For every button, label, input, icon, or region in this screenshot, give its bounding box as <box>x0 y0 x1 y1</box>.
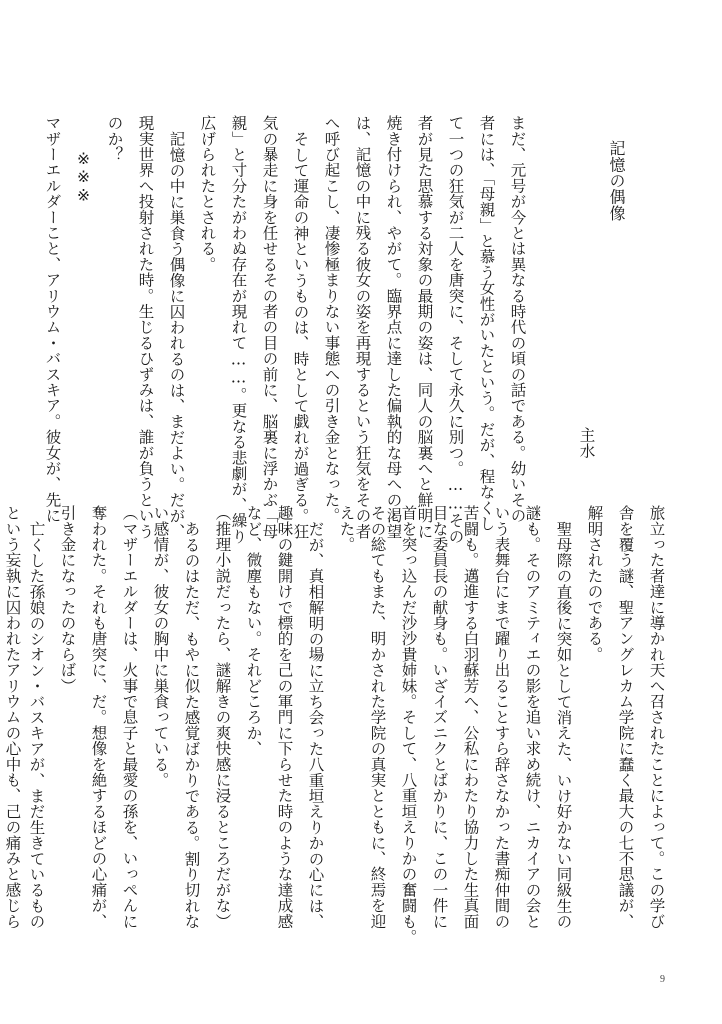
text-line: その総てもまた、明かされた学院の真実とともに、終焉を迎 <box>368 505 387 929</box>
text-line: 者には、「母親」と慕う女性がいたという。だが、程なくし <box>477 115 496 532</box>
author-name: 主水 <box>577 427 596 459</box>
text-line: い感情が、彼女の胸中に巣食っている。 <box>151 505 170 788</box>
text-line: あるのはただ、もやに似た感覚ばかりである。割り切れな <box>182 521 201 930</box>
text-line: 気の暴走に身を任せるその者の目の前に、脳裏に浮かぶ「母 <box>260 115 279 539</box>
text-line: マザーエルダーこと、アリウム・バスキア。彼女が、先に <box>43 115 62 524</box>
text-line: という妄執に囚われたアリウムの心中も、己の痛みと感じら <box>3 505 22 929</box>
text-line: 引き金になったのならば） <box>58 505 77 694</box>
text-line: そして運命の神というものは、時として戯れが過ぎる。狂 <box>291 131 310 540</box>
text-line: 首を突っ込んだ沙沙貴姉妹。そして、八重垣えりかの奮闘も。 <box>399 505 418 945</box>
text-line: 者が見た思慕する対象の最期の姿は、同人の脳裏へと鮮明に <box>415 115 434 539</box>
text-line: 広げられたとされる。 <box>198 115 217 272</box>
text-line: 目な委員長の献身も。いざイズニクとばかりに、この一件に <box>430 505 449 929</box>
text-line: て一つの狂気が二人を唐突に、そして永久に別つ。……その <box>446 115 465 544</box>
text-line: 亡くした孫娘のシオン・バスキアが、まだ生きているもの <box>27 521 46 930</box>
text-line: 聖母際の直後に突如として消えた、いけ好かない同級生の <box>554 521 573 930</box>
text-line: へ呼び起こし、凄惨極まりない事態への引き金となった。 <box>322 115 341 524</box>
text-line: えた。 <box>337 505 356 553</box>
text-line: 焼き付けられ、やがて。臨界点に達した偏執的な母への渇望 <box>384 115 403 539</box>
text-line: いう表舞台にまで躍り出ることすら辞さなかった書痴仲間の <box>492 505 511 929</box>
page-number: 9 <box>660 974 665 985</box>
text-line: など、微塵もない。それどころか、 <box>244 505 263 757</box>
text-line: 親」と寸分たがわぬ存在が現れて……。更なる悲劇が、繰り <box>229 115 248 544</box>
text-line: 謎も。そのアミティエの影を追い求め続け、ニカイアの会と <box>523 505 542 929</box>
text-line: まだ、元号が今とは異なる時代の頃の話である。幼いその <box>508 115 527 524</box>
text-line: 解明されたのである。 <box>585 505 604 662</box>
text-line: 趣味の鍵開けで標的を己の軍門に下らせた時のような達成感 <box>275 505 294 929</box>
text-line: 旅立った者達に導かれ天へ召されたことによって。この学び <box>647 505 666 929</box>
text-line: 舎を覆う謎、聖アングレカム学院に蠢く最大の七不思議が、 <box>616 505 635 929</box>
text-line: 奪われた。それも唐突に、だ。想像を絶するほどの心痛が、 <box>89 505 108 929</box>
text-line: は、記憶の中に残る彼女の姿を再現するという狂気をその者 <box>353 115 372 539</box>
text-line: （推理小説だったら、謎解きの爽快感に浸るところだがな） <box>213 505 232 929</box>
text-line: だが、真相解明の場に立ち会った八重垣えりかの心には、 <box>306 521 325 930</box>
text-line: 苦闘も。邁進する白羽蘇芳へ、公私にわたり協力した生真面 <box>461 505 480 929</box>
page-title: 記憶の偶像 <box>607 140 626 221</box>
text-line: 記憶の中に巣食う偶像に囚われるのは、まだよい。だが、 <box>167 131 186 540</box>
text-line: （マザーエルダーは、火事で息子と最愛の孫を、いっぺんに <box>120 505 139 929</box>
text-line: 現実世界へ投射された時。生じるひずみは、誰が負うという <box>136 115 155 539</box>
section-break: ※※※ <box>74 150 93 205</box>
text-line: のか？ <box>105 115 124 163</box>
